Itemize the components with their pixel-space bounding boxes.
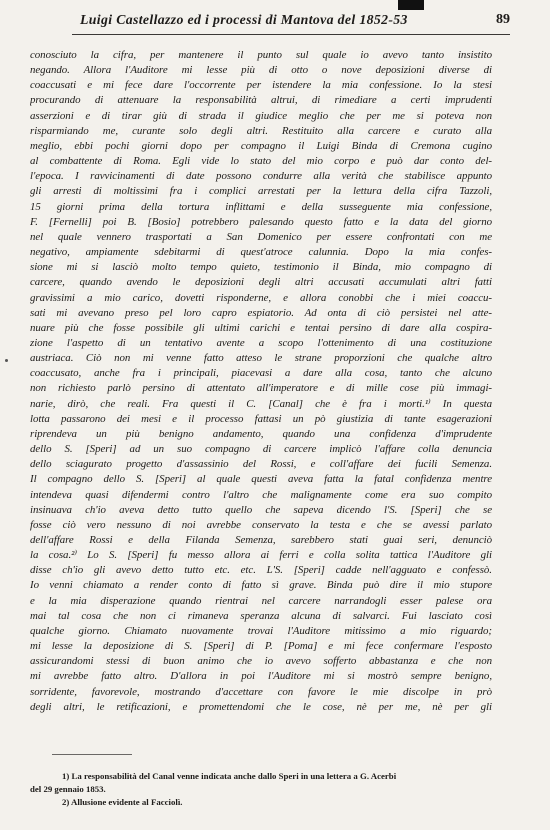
body-line: intendeva quasi difendermi contro l'altro che malignamente come era suo compito xyxy=(30,488,492,501)
body-line: sione mi si lasciò molto tempo quieto, testimonio il Binda, mio compagno di xyxy=(30,261,492,274)
body-line: conosciuto la cifra, per mantenere il punto sul quale io avevo tanto insistito xyxy=(30,49,492,61)
body-line: non richiesto parlò persino di attentato all'imperatore e di mille cose più immagi- xyxy=(30,382,492,395)
body-line: gravissimi a mio carico, dovetti risponderne, e allora conobbi che i miei coaccu- xyxy=(30,291,492,304)
footnotes xyxy=(30,770,500,809)
running-title: Luigi Castellazzo ed i processi di Mantova del 1852-53 xyxy=(80,12,408,27)
body-line: riprendeva un più benigno andamento, quando una confidenza d'imprudente xyxy=(30,427,492,440)
footnote-rule xyxy=(52,754,132,755)
body-line: coaccusato, anche fra i principali, piacevasi a dare alla cosa, tanto che alcuno xyxy=(30,367,492,380)
body-line: Il compagno dello S. [Speri] al quale questi aveva fatta la fatal confidenza mentre xyxy=(30,473,492,486)
body-line: insinuava ch'io aveva detto tutto quello che sapeva dicendo l'S. [Speri] che se xyxy=(30,503,492,516)
footnote-1: 1) La responsabilità del Canal venne indicata anche dallo Speri in una lettera a G. Acerbi xyxy=(62,771,397,781)
body-line: meglio, ebbi pochi giorni dopo per compagno il Luigi Binda di Cremona cugino xyxy=(30,139,492,152)
body-line: dell'affare Rossi e della Filanda Semenza, sarebbero stati guai seri, denunciò xyxy=(30,534,492,546)
body-line: Io venni chiamato a render conto di fatto sì grave. Binda può dire il mio stupore xyxy=(30,579,492,592)
body-line: la cosa.²⁾ Lo S. [Speri] fu messo allora ai ferri e colla solita tattica l'Auditore gli xyxy=(30,549,492,562)
page-number: 89 xyxy=(496,12,510,27)
body-text xyxy=(30,48,492,715)
body-line: sati mi avevano preso pel loro capro espiatorio. Ad onta di ciò persistei nel atte- xyxy=(30,306,492,319)
body-line: e la mia disperazione quando rientrai nel carcere narrandogli esser palese ora xyxy=(30,594,492,607)
body-line: risparmiando me, curante solo degli altri. Restituito alla carcere e curato alla xyxy=(30,124,492,137)
body-line: carcere, quando avendo le deposizioni degli altri accusati accumulati altri fatti xyxy=(30,276,492,289)
body-line: qualche giorno. Chiamato nuovamente trovai l'Auditore mitissimo a mio riguardo; xyxy=(30,624,492,637)
body-line: zione l'aspetto di un tentativo avente a scopo l'ottenimento di una costituzione xyxy=(30,336,492,349)
body-line: 15 giorni prima della tortura inflittami e della susseguente mia confessione, xyxy=(30,200,492,213)
body-line: procurando di attenuare la responsabilità altrui, di rimediare a certi imprudenti xyxy=(30,94,492,107)
margin-speck xyxy=(5,359,8,362)
body-line: mai tal cosa che non ci rimaneva speranza alcuna di salvarci. Fui lasciato così xyxy=(30,609,492,622)
body-line: coaccusati e mi fece dare l'occorrente per istendere la mia confessione. Io la stesi xyxy=(30,79,492,92)
body-line: nel quale vennero trasportati a San Domenico per essere confrontati con me xyxy=(30,230,492,243)
body-line: negativo, ampiamente sdebitarmi di quest'atroce calunnia. Dopo la mia confes- xyxy=(30,246,492,259)
header-rule xyxy=(72,34,510,35)
body-line: disse ch'io gli avevo detto tutto etc. etc. L'S. [Speri] cadde nell'agguato e confessò. xyxy=(30,564,492,577)
body-line: asserzioni e di tirar giù di strada il giudice meglio che per me si poteva non xyxy=(30,109,492,122)
body-line: fosse ciò vero nessuno di noi avrebbe conservato la testa e che se avessi parlato xyxy=(30,518,492,531)
body-line: austriaca. Ciò non mi venne fatto atteso le strane proporzioni che qualche altro xyxy=(30,352,492,365)
footnote-2: 2) Allusione evidente al Facciolì. xyxy=(62,797,183,807)
body-line: nuare più che fosse possibile gli ultimi carichi e tentai persino di dare alla cospira- xyxy=(30,321,492,334)
body-line: sorridente, favorevole, mostrando d'accettare con favore le mie discolpe in prò xyxy=(30,685,492,698)
body-line: dello S. [Speri] ad un suo compagno di carcere implicò l'affare colla denuncia xyxy=(30,443,492,456)
body-line: degli altri, le retificazioni, e promettendomi che le cose, nè per me, nè per gli xyxy=(30,700,492,713)
body-line: dello sciagurato progetto d'assassinio del Rossi, e coll'affare dei fucili Semenza. xyxy=(30,458,492,471)
scan-mark xyxy=(398,0,424,10)
body-line: al combattente di Roma. Egli vide lo stato del mio corpo e può dar conto del- xyxy=(30,155,492,168)
body-line: F. [Fernelli] poi B. [Bosio] potrebbero palesando questo fatto e la data del giorno xyxy=(30,215,492,228)
body-line: negando. Allora l'Auditore mi lesse più di otto o nove deposizioni diverse di xyxy=(30,64,492,77)
body-line: lotta passarono dei mesi e il processo fattasi un pò giustizia di tante esagerazioni xyxy=(30,412,492,425)
body-line: narie, dirò, che reali. Fra questi il C. [Canal] che è fra i morti.¹⁾ In questa xyxy=(30,397,492,410)
footnote-1-continued: del 29 gennaio 1853. xyxy=(30,784,106,794)
body-line: assicurandomi stessi di buon animo che io avevo sofferto abbastanza e che non xyxy=(30,655,492,668)
body-line: l'epoca. I ravvicinamenti di date possono condurre alla verità che stabilisce appunto xyxy=(30,170,492,183)
body-line: mi lesse la deposizione di S. [Speri] di P. [Poma] e mi fece confermare l'esposto xyxy=(30,640,492,653)
body-line: gli arresti di moltissimi fra i complici arrestati per la lettura della cifra Tazzoli, xyxy=(30,185,492,198)
body-line: mi avrebbe fatto altro. D'allora in poi l'Auditore mi si mostrò sempre benigno, xyxy=(30,670,492,683)
running-header xyxy=(80,12,510,32)
